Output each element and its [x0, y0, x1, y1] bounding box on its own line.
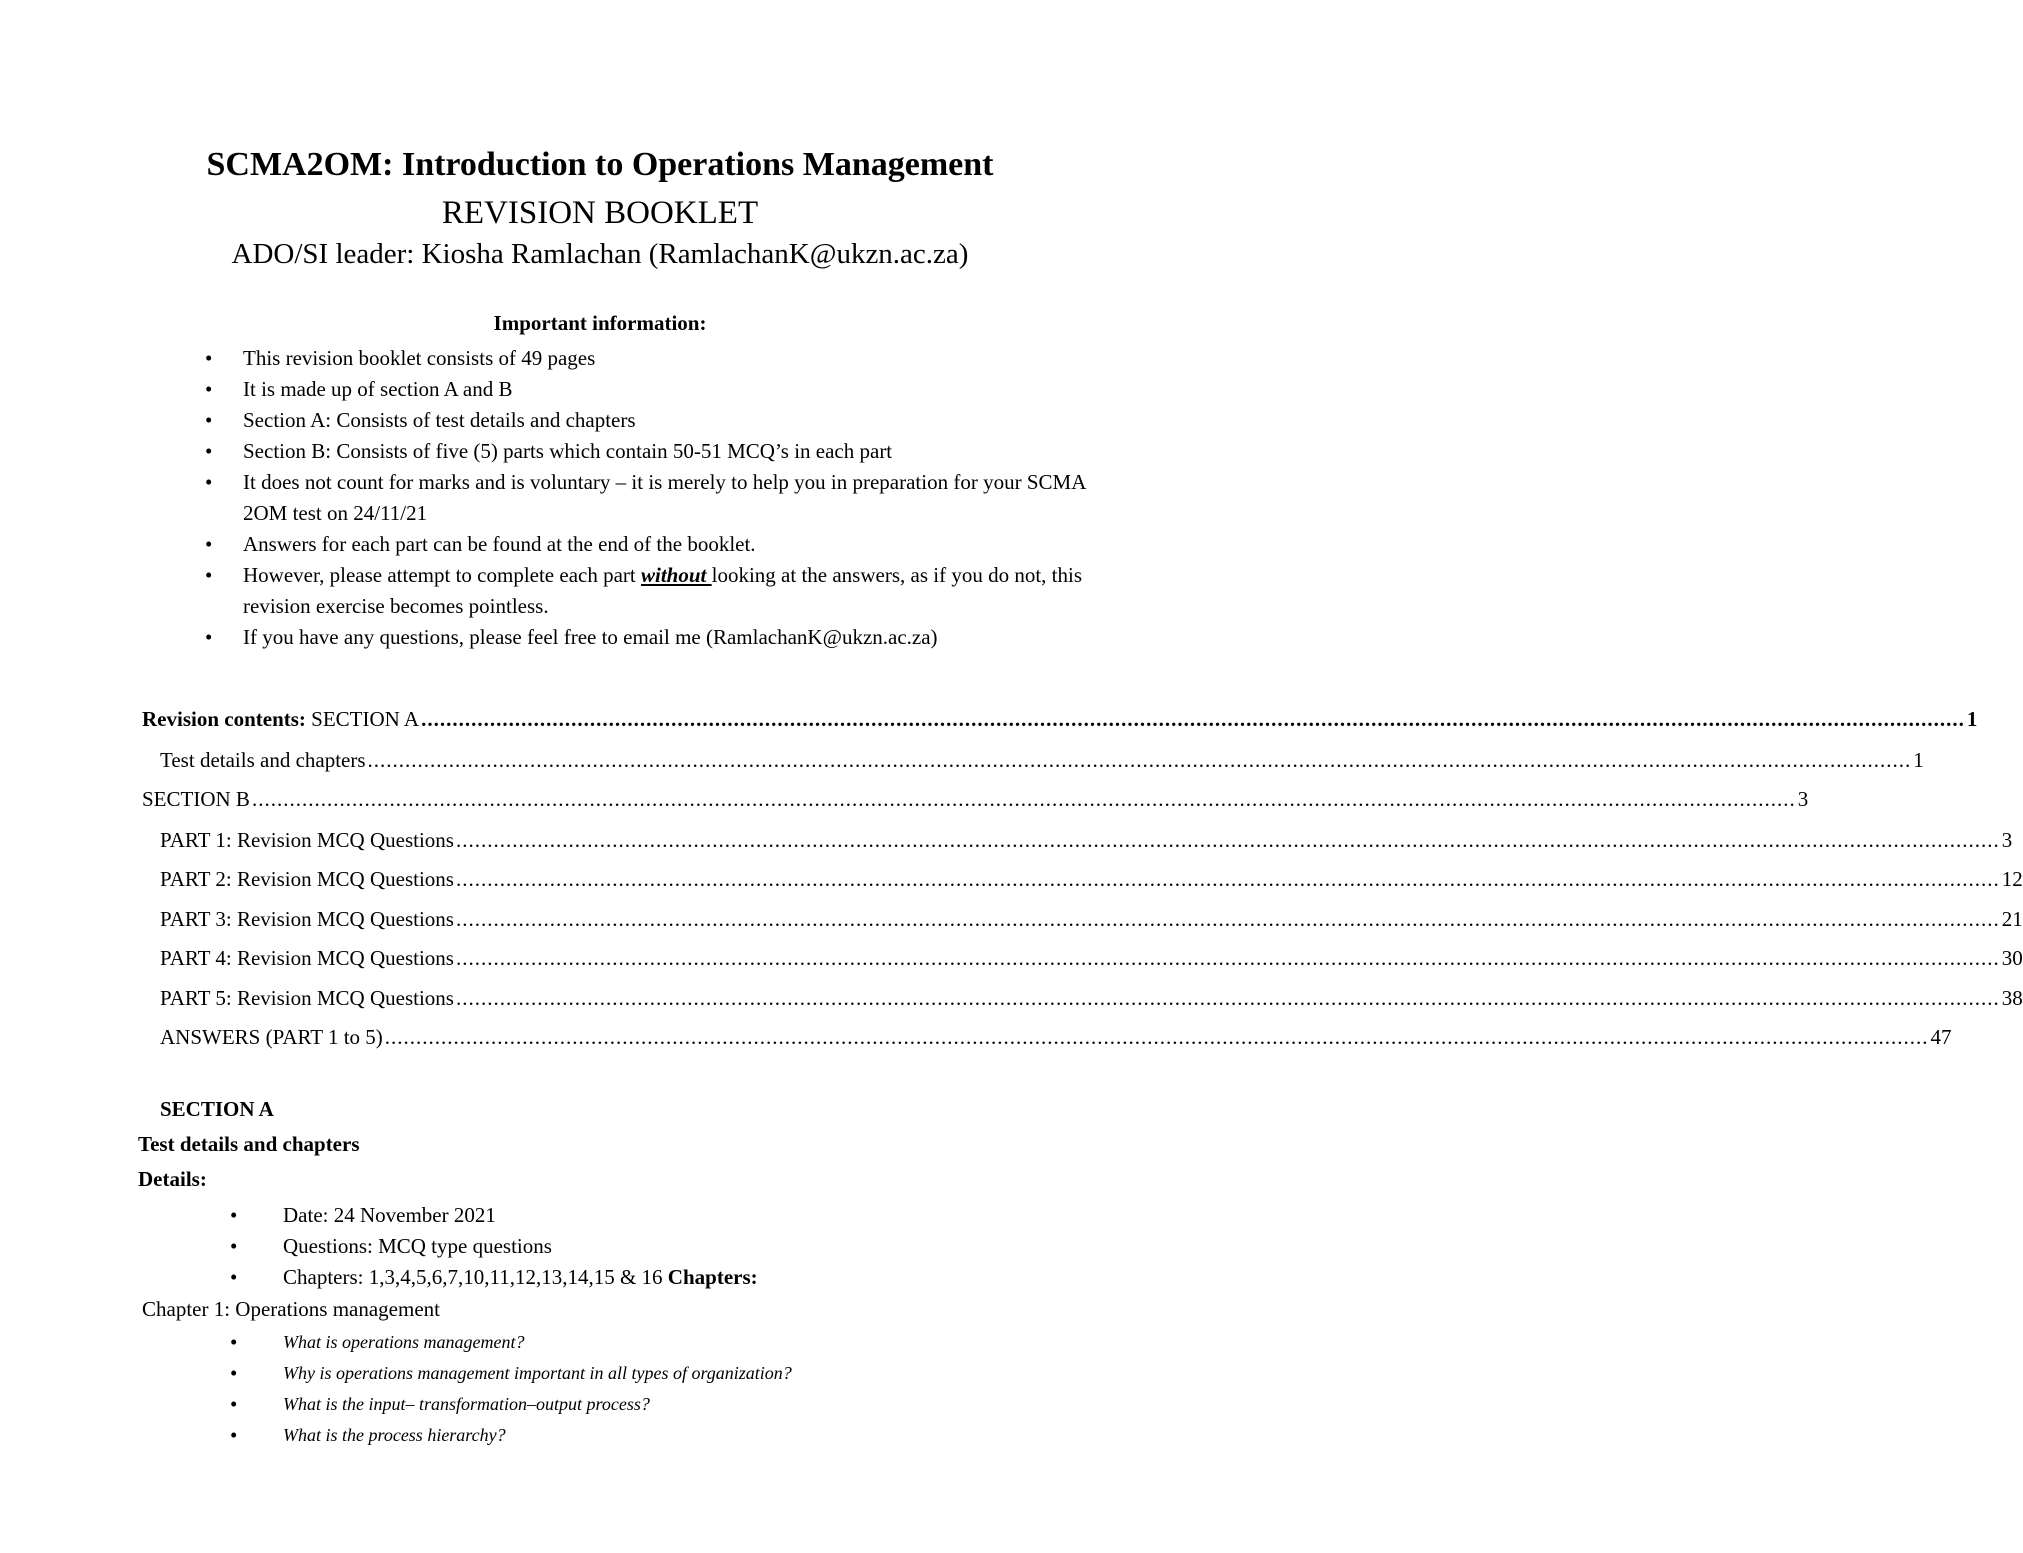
toc-entry-section-b[interactable] [142, 785, 1809, 813]
toc-entry-page: 30 [2001, 946, 2023, 970]
bullet-icon: • [230, 1392, 238, 1416]
list-item [0, 1262, 1200, 1293]
toc-entry-part-5[interactable] [160, 984, 2023, 1012]
toc-entry-page: 12 [2001, 867, 2023, 891]
list-item-text: This revision booklet consists of 49 pages [243, 346, 596, 370]
toc-leader: ....................................................................................................................................................................................................................................................... [455, 907, 2000, 931]
bullet-icon: • [230, 1361, 238, 1385]
toc-leader: ....................................................................................................................................................................................................................................................... [251, 787, 1796, 811]
list-item-text: Section A: Consists of test details and chapters [243, 408, 636, 432]
document-title: SCMA2OM: Introduction to Operations Management [206, 146, 994, 183]
list-item [0, 405, 1200, 436]
toc-entry-part-1[interactable] [160, 826, 2013, 854]
details-list [0, 1200, 1200, 1293]
detail-chapters: Chapters: 1,3,4,5,6,7,10,11,12,13,14,15 & 16 [283, 1265, 668, 1289]
toc-entry-page: 3 [1797, 787, 1809, 811]
list-item [0, 622, 1200, 653]
chapter-1-title: Chapter 1: Operations management [142, 1297, 440, 1321]
toc-entry-page: 21 [2001, 907, 2023, 931]
list-item [0, 1420, 1200, 1451]
list-item-text: It is made up of section A and B [243, 377, 513, 401]
toc-entry-answers[interactable] [160, 1023, 1952, 1051]
toc-entry-test-details[interactable] [160, 746, 1924, 774]
test-details-heading: Test details and chapters [138, 1132, 360, 1156]
toc-entry-label: SECTION A [311, 707, 420, 731]
toc-entry-page: 47 [1930, 1025, 1952, 1049]
list-item [0, 1200, 1200, 1231]
list-item [0, 374, 1200, 405]
list-item-text-after: looking at the answers, as if you do not, this revision exercise becomes pointless. [243, 563, 1082, 618]
bullet-icon: • [205, 377, 213, 401]
toc-entry-label: PART 4: Revision MCQ Questions [160, 946, 454, 970]
bullet-icon: • [205, 408, 213, 432]
toc-entry-label: PART 5: Revision MCQ Questions [160, 986, 454, 1010]
toc-entry-label: PART 3: Revision MCQ Questions [160, 907, 454, 931]
toc-leader: ....................................................................................................................................................................................................................................................... [455, 986, 2000, 1010]
document-subtitle: REVISION BOOKLET [441, 195, 759, 231]
toc-entry-section-a[interactable] [142, 705, 1978, 733]
important-info-list [0, 343, 1200, 653]
bullet-icon: • [205, 563, 213, 587]
list-item-text: It does not count for marks and is voluntary – it is merely to help you in preparation for your SCMA 2OM test on 24/11/21 [243, 470, 1086, 525]
toc-leader: ....................................................................................................................................................................................................................................................... [367, 748, 1912, 772]
toc-leader: ....................................................................................................................................................................................................................................................... [455, 867, 2000, 891]
toc-leader: ....................................................................................................................................................................................................................................................... [421, 707, 1965, 731]
question-text: What is operations management? [283, 1332, 525, 1352]
toc-entry-part-2[interactable] [160, 865, 2023, 893]
toc-heading: Revision contents: [142, 707, 306, 731]
toc-leader: ....................................................................................................................................................................................................................................................... [384, 1025, 1929, 1049]
toc-entry-label: PART 1: Revision MCQ Questions [160, 828, 454, 852]
question-text: What is the input– transformation–output process? [283, 1394, 650, 1414]
list-item [0, 1358, 1200, 1389]
toc-entry-part-3[interactable] [160, 905, 2023, 933]
bullet-icon: • [230, 1330, 238, 1354]
bullet-icon: • [230, 1203, 238, 1227]
bullet-icon: • [205, 346, 213, 370]
list-item-text: Answers for each part can be found at the end of the booklet. [243, 532, 756, 556]
bullet-icon: • [205, 532, 213, 556]
question-text: What is the process hierarchy? [283, 1425, 506, 1445]
bullet-icon: • [205, 439, 213, 463]
bullet-icon: • [230, 1423, 238, 1447]
list-item [0, 529, 1200, 560]
chapter-1-questions [0, 1327, 1200, 1451]
list-item [0, 436, 1200, 467]
bullet-icon: • [230, 1265, 238, 1289]
toc-entry-page: 1 [1966, 707, 1978, 731]
toc-entry-page: 1 [1913, 748, 1924, 772]
bullet-icon: • [205, 625, 213, 649]
toc-leader: ....................................................................................................................................................................................................................................................... [455, 946, 2000, 970]
toc-entry-label: Test details and chapters [160, 748, 366, 772]
toc-entry-part-4[interactable] [160, 944, 2023, 972]
details-label: Details: [138, 1167, 207, 1191]
toc-leader: ....................................................................................................................................................................................................................................................... [455, 828, 2000, 852]
toc-entry-label: ANSWERS (PART 1 to 5) [160, 1025, 383, 1049]
section-a-heading: SECTION A [160, 1097, 274, 1121]
list-item [0, 560, 1200, 622]
toc-entry-label: SECTION B [142, 787, 250, 811]
list-item [0, 343, 1200, 374]
list-item [0, 1327, 1200, 1358]
leader-line: ADO/SI leader: Kiosha Ramlachan (RamlachanK@ukzn.ac.za) [231, 238, 969, 270]
important-info-heading: Important information: [493, 311, 707, 335]
list-item-text: Section B: Consists of five (5) parts which contain 50-51 MCQ’s in each part [243, 439, 893, 463]
bullet-icon: • [205, 470, 213, 494]
list-item-text-before: However, please attempt to complete each part [243, 563, 641, 587]
chapters-label: Chapters: [667, 1265, 758, 1289]
toc-entry-page: 38 [2001, 986, 2023, 1010]
list-item [0, 1389, 1200, 1420]
list-item-text: If you have any questions, please feel free to email me (RamlachanK@ukzn.ac.za) [243, 625, 938, 649]
detail-questions: Questions: MCQ type questions [283, 1234, 552, 1258]
question-text: Why is operations management important in all types of organization? [283, 1363, 792, 1383]
bullet-icon: • [230, 1234, 238, 1258]
toc-entry-page: 3 [2001, 828, 2013, 852]
emphasis-without: without [641, 563, 712, 587]
list-item [0, 1231, 1200, 1262]
list-item [0, 467, 1200, 529]
detail-date: Date: 24 November 2021 [283, 1203, 496, 1227]
toc-entry-label: PART 2: Revision MCQ Questions [160, 867, 454, 891]
